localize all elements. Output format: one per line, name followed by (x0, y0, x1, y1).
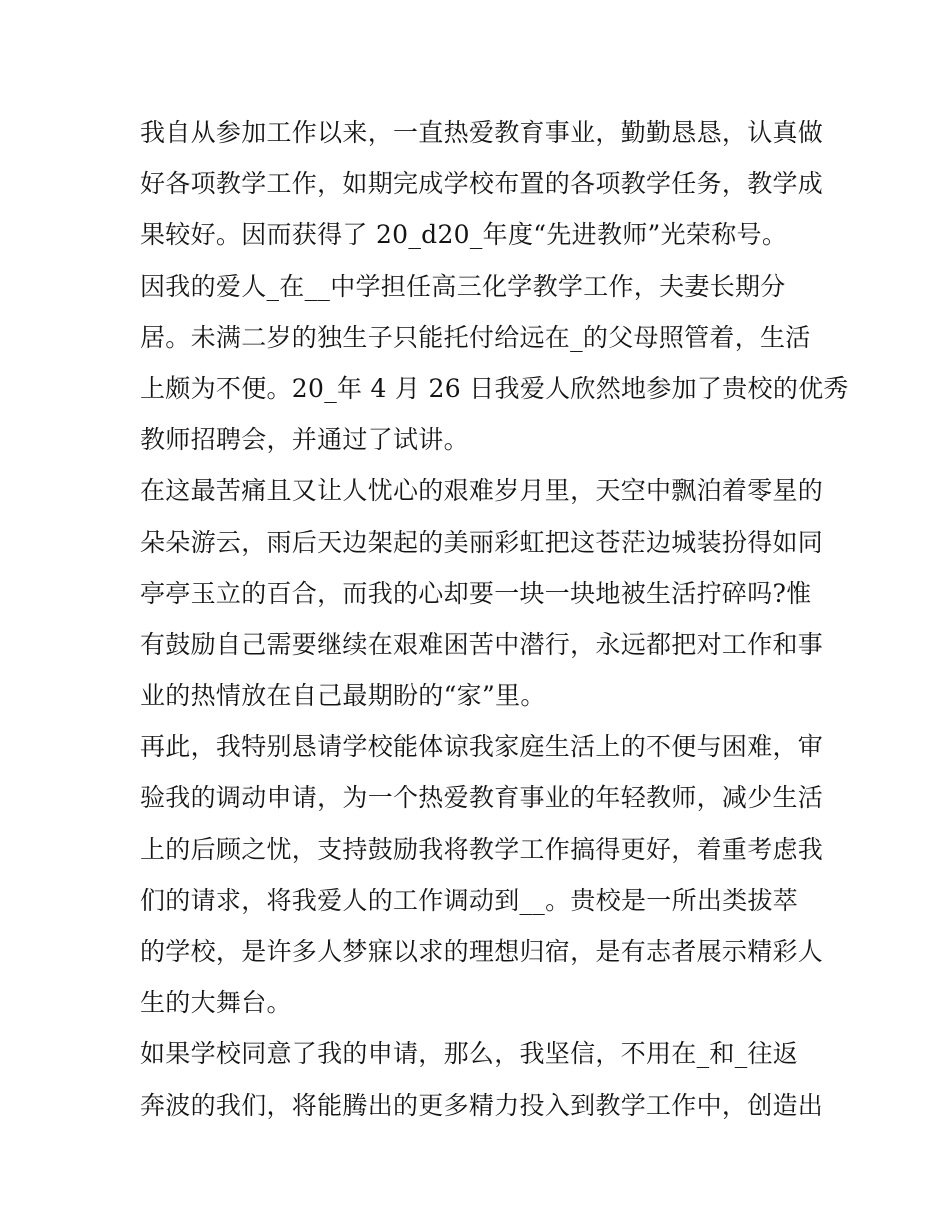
text-line: 果较好。因而获得了 20_d20_年度“先进教师”光荣称号。 (140, 220, 788, 250)
text-line: 的学校，是许多人梦寐以求的理想归宿，是有志者展示精彩人 (140, 937, 824, 966)
text-line: 好各项教学工作，如期完成学校布置的各项教学任务，教学成 (140, 169, 824, 199)
text-line: 如果学校同意了我的申请，那么，我坚信，不用在_和_往返 (140, 1039, 799, 1069)
text-line: 朵朵游云，雨后天边架起的美丽彩虹把这苍茫边城装扮得如同 (140, 527, 824, 557)
text-line: 业的热情放在自己最期盼的“家”里。 (140, 681, 546, 711)
text-line: 奔波的我们，将能腾出的更多精力投入到教学工作中，创造出 (140, 1090, 824, 1120)
text-line: 居。未满二岁的独生子只能托付给远在_的父母照管着，生活 (140, 322, 811, 352)
text-line: 验我的调动申请，为一个热爱教育事业的年轻教师，减少生活 (140, 783, 824, 813)
text-line: 上的后顾之忧，支持鼓励我将教学工作搞得更好，着重考虑我 (140, 834, 824, 864)
text-line: 亭亭玉立的百合，而我的心却要一块一块地被生活拧碎吗?惟 (140, 578, 812, 608)
text-line: 因我的爱人_在__中学担任高三化学教学工作，夫妻长期分 (140, 271, 786, 301)
text-line: 我自从参加工作以来，一直热爱教育事业，勤勤恳恳，认真做 (140, 118, 824, 147)
document-body (140, 107, 849, 1131)
text-line: 再此，我特别恳请学校能体谅我家庭生活上的不便与困难，审 (140, 732, 824, 762)
text-line: 生的大舞台。 (140, 988, 292, 1018)
text-line: 们的请求，将我爱人的工作调动到__。贵校是一所出类拔萃 (140, 885, 799, 915)
text-line: 教师招聘会，并通过了试讲。 (140, 425, 469, 455)
text-line: 在这最苦痛且又让人忧心的艰难岁月里，天空中飘泊着零星的 (140, 476, 824, 506)
text-line: 有鼓励自己需要继续在艰难困苦中潜行，永远都把对工作和事 (140, 629, 824, 659)
text-line: 上颇为不便。20_年 4 月 26 日我爱人欣然地参加了贵校的优秀 (140, 373, 849, 403)
